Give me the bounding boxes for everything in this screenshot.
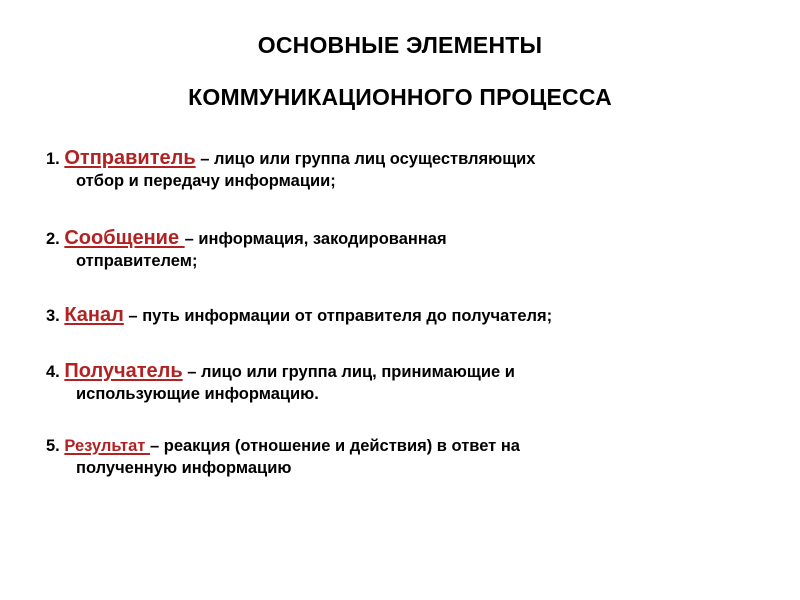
item-term: Канал — [64, 304, 124, 326]
item-text-continued: использующие информацию. — [76, 385, 319, 403]
item-text-continued: отбор и передачу информации; — [76, 172, 336, 190]
item-text: – реакция (отношение и действия) в ответ на — [149, 437, 520, 455]
slide-title-line-1: ОСНОВНЫЕ ЭЛЕМЕНТЫ — [257, 32, 543, 58]
item-text-continued: полученную информацию — [76, 459, 292, 477]
list-item — [46, 227, 766, 272]
item-number: 4. — [46, 363, 60, 381]
item-text: – лицо или группа лиц осуществляющих — [195, 150, 536, 168]
item-number: 3. — [46, 307, 60, 325]
item-text: – информация, закодированная — [184, 230, 447, 248]
item-term: Отправитель — [64, 147, 196, 169]
item-number: 1. — [46, 150, 60, 168]
item-number: 2. — [46, 230, 60, 248]
slide-title-line-2: КОММУНИКАЦИОННОГО ПРОЦЕССА — [188, 84, 612, 110]
list-item — [46, 435, 766, 479]
item-term: Получатель — [64, 360, 183, 382]
item-text-continued: отправителем; — [76, 252, 198, 270]
list-item — [46, 147, 766, 192]
item-number: 5. — [46, 437, 60, 455]
item-text: – путь информации от отправителя до получателя; — [123, 307, 553, 325]
item-term: Сообщение — [64, 227, 185, 249]
list-item — [46, 360, 766, 405]
item-text: – лицо или группа лиц, принимающие и — [182, 363, 515, 381]
item-term: Результат — [64, 437, 150, 455]
list-item — [46, 304, 766, 327]
